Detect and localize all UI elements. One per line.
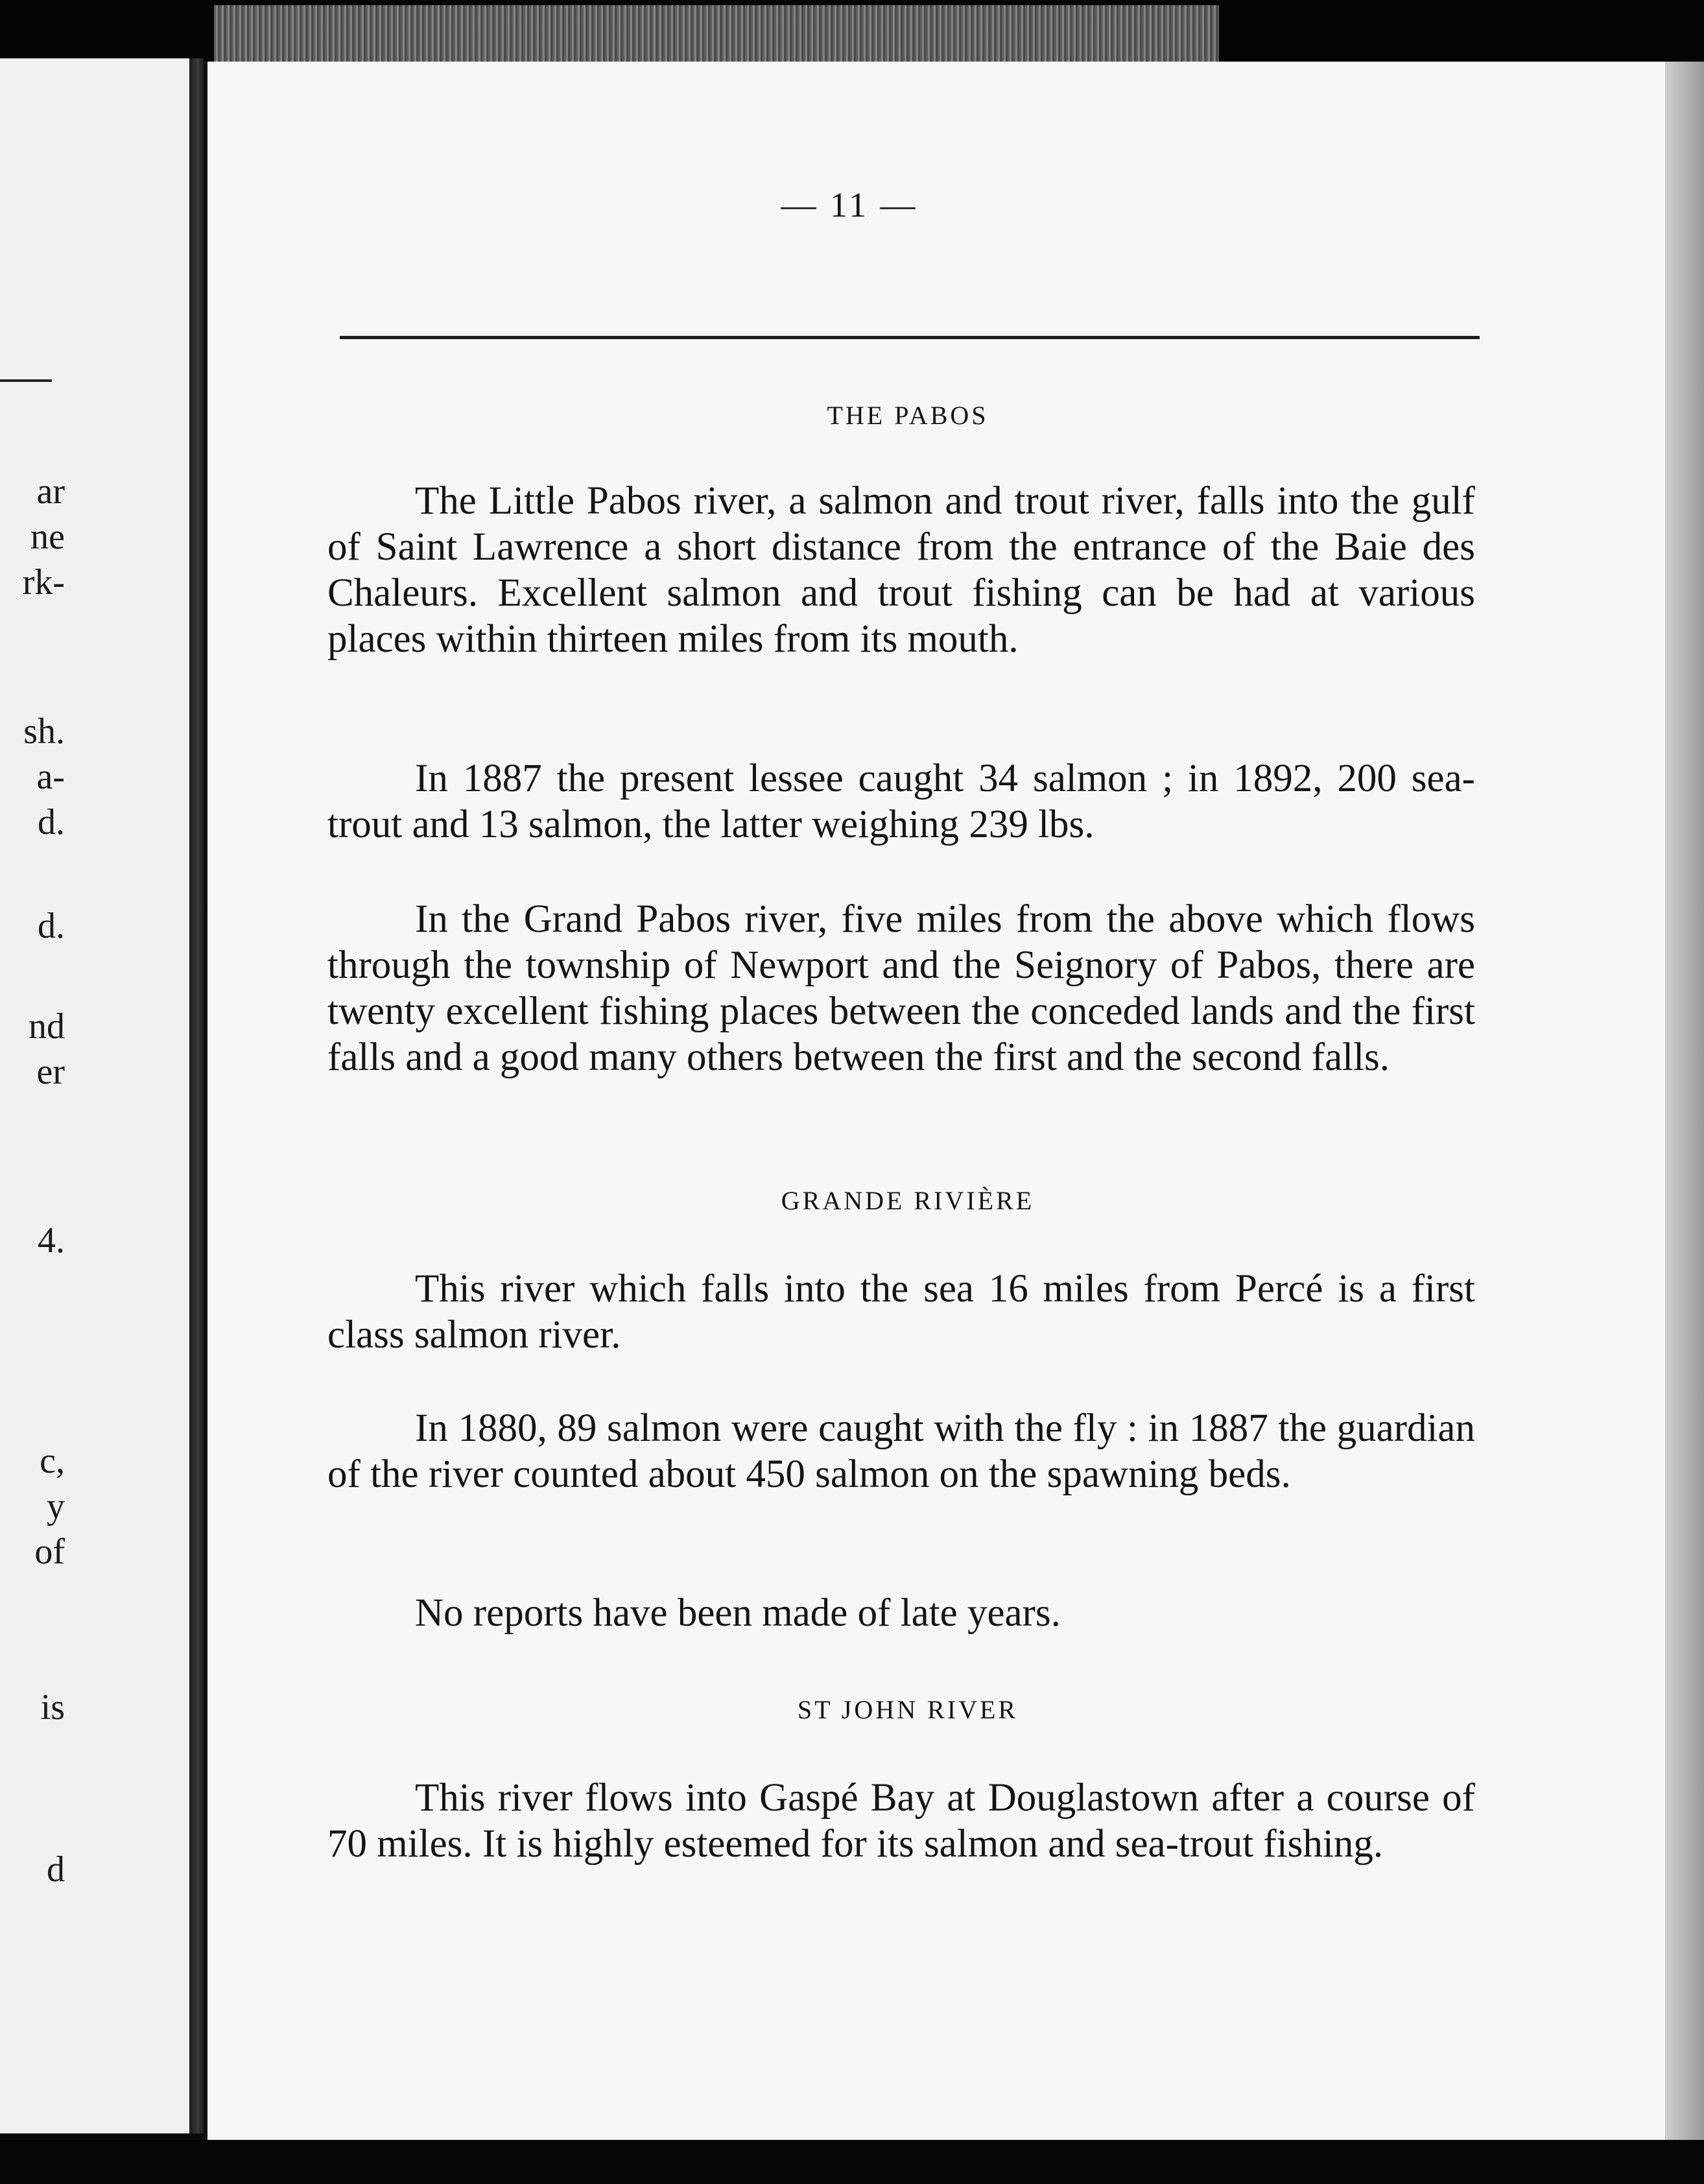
facing-page-fragment: rk- <box>22 562 65 602</box>
facing-page <box>0 58 193 2133</box>
paragraph: No reports have been made of late years. <box>415 1591 1061 1635</box>
facing-page-fragment: ne <box>30 517 65 557</box>
facing-page-fragment: er <box>36 1052 65 1092</box>
facing-page-rule <box>0 379 52 382</box>
facing-page-fragment: sh. <box>23 711 65 752</box>
paragraph: In 1887 the present lessee caught 34 salmon ; in 1892, 200 sea-trout and 13 salmon, the latter weighing 239 lbs. <box>327 757 1475 846</box>
bottom-binding-strip <box>0 2140 1704 2184</box>
facing-page-fragment: 4. <box>38 1220 65 1261</box>
book-cloth-texture <box>214 5 1219 65</box>
page-edge-shadow <box>1665 62 1704 2143</box>
book-gutter <box>189 58 204 2133</box>
section-heading: THE PABOS <box>827 401 989 430</box>
paragraph: In 1880, 89 salmon were caught with the fly : in 1887 the guardian of the river counted about 450 salmon on the spawning beds. <box>327 1407 1475 1496</box>
header-rule <box>340 336 1480 339</box>
facing-page-fragment: y <box>47 1486 65 1526</box>
section-heading: GRANDE RIVIÈRE <box>781 1186 1035 1215</box>
facing-page-fragment: ar <box>36 471 65 512</box>
section-heading: ST JOHN RIVER <box>797 1695 1019 1724</box>
facing-page-fragment: of <box>34 1532 65 1572</box>
facing-page-fragment: is <box>40 1687 65 1727</box>
paragraph: This river which falls into the sea 16 miles from Percé is a first class salmon river. <box>327 1267 1475 1357</box>
paragraph: The Little Pabos river, a salmon and trout river, falls into the gulf of Saint Lawrence a short distance from the entrance of the Baie des Chaleurs. Excellent salmon and trout fishing can be had at various places within thirteen miles from its mouth. <box>327 479 1475 661</box>
facing-page-fragment: a- <box>36 757 65 797</box>
facing-page-fragment: c, <box>40 1441 65 1481</box>
facing-page-fragment: d. <box>38 906 65 946</box>
page-number: — 11 — <box>781 185 918 224</box>
paragraph: This river flows into Gaspé Bay at Douglastown after a course of 70 miles. It is highly esteemed for its salmon and sea-trout fishing. <box>327 1776 1475 1866</box>
facing-page-fragment: d <box>47 1849 65 1890</box>
paragraph: In the Grand Pabos river, five miles from the above which flows through the township of Newport and the Seignory of Pabos, there are twenty excellent fishing places between the conceded lands and the first falls and a good many others between the first and the second falls. <box>327 897 1475 1079</box>
facing-page-fragment: nd <box>29 1006 65 1047</box>
facing-page-fragment: d. <box>38 802 65 842</box>
